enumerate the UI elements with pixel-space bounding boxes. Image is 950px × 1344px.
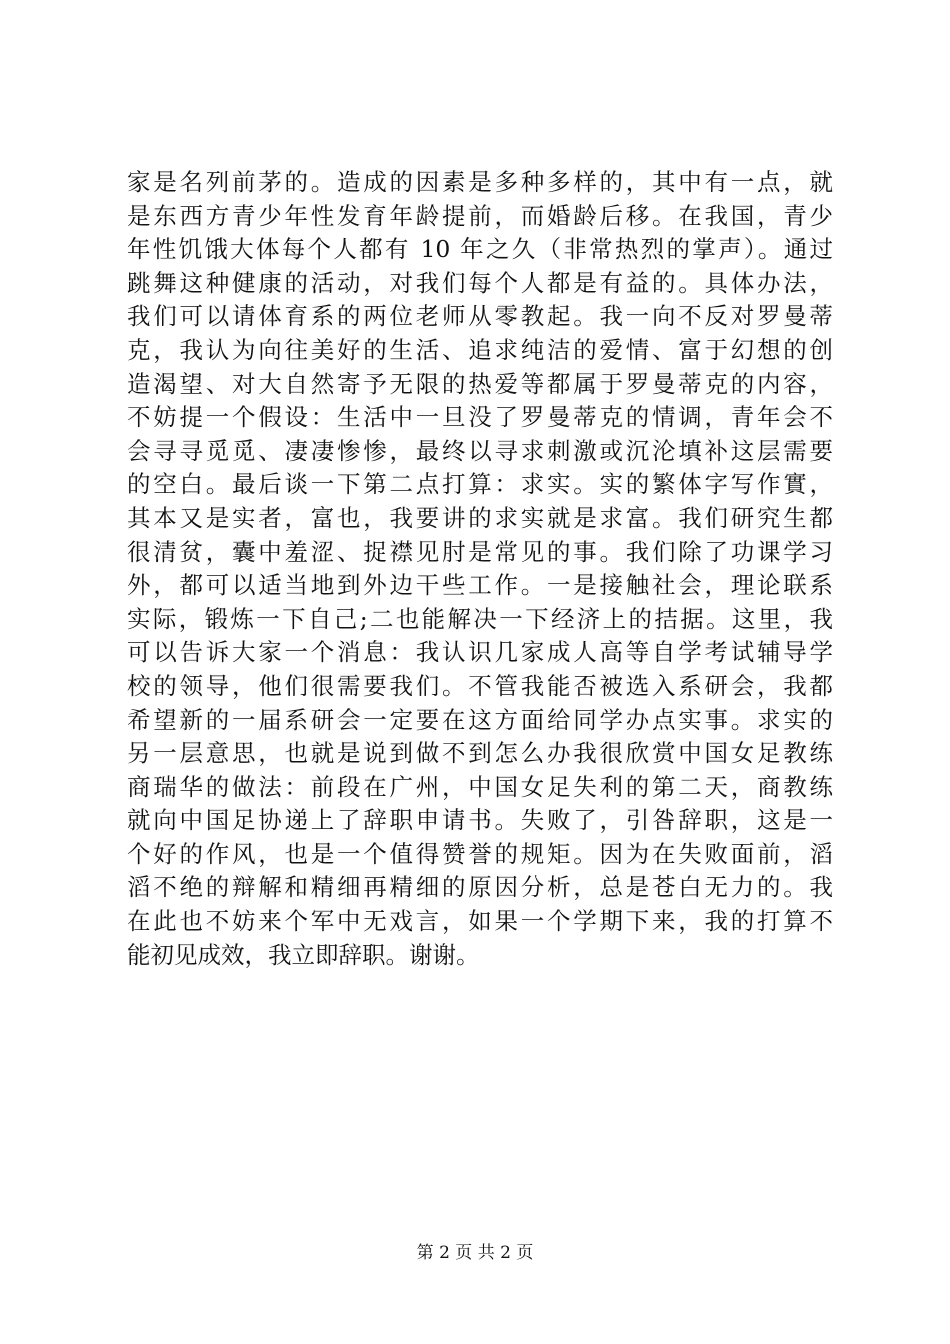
body-paragraph <box>127 166 833 972</box>
text-line: 不妨提一个假设：生活中一旦没了罗曼蒂克的情调，青年会不 <box>127 403 833 432</box>
text-line: 会寻寻觅觅、凄凄惨惨，最终以寻求刺激或沉沦填补这层需要 <box>127 436 833 465</box>
text-line: 校的领导，他们很需要我们。不管我能否被选入系研会，我都 <box>127 671 833 700</box>
text-line: 滔不绝的辩解和精细再精细的原因分析，总是苍白无力的。我 <box>127 873 833 902</box>
text-line: 商瑞华的做法：前段在广州，中国女足失利的第二天，商教练 <box>127 772 833 801</box>
text-line: 希望新的一届系研会一定要在这方面给同学办点实事。求实的 <box>127 705 833 734</box>
text-line: 家是名列前茅的。造成的因素是多种多样的，其中有一点，就 <box>127 168 833 196</box>
text-line: 另一层意思，也就是说到做不到怎么办我很欣赏中国女足教练 <box>127 739 833 768</box>
text-line: 外，都可以适当地到外边干些工作。一是接触社会，理论联系 <box>127 571 833 600</box>
text-line: 能初见成效，我立即辞职。谢谢。 <box>127 940 480 969</box>
text-line: 可以告诉大家一个消息：我认识几家成人高等自学考试辅导学 <box>127 638 833 667</box>
text-line: 个好的作风，也是一个值得赞誉的规矩。因为在失败面前，滔 <box>127 839 833 868</box>
text-line: 我们可以请体育系的两位老师从零教起。我一向不反对罗曼蒂 <box>127 302 833 331</box>
text-line: 造渴望、对大自然寄予无限的热爱等都属于罗曼蒂克的内容， <box>127 369 833 398</box>
text-line: 实际，锻炼一下自己;二也能解决一下经济上的拮据。这里，我 <box>127 604 833 633</box>
page-number-footer: 第 2 页 共 2 页 <box>416 1243 534 1263</box>
text-line: 在此也不妨来个军中无戏言，如果一个学期下来，我的打算不 <box>127 907 833 936</box>
text-line: 的空白。最后谈一下第二点打算：求实。实的繁体字写作實， <box>127 470 833 499</box>
text-line: 很清贫，囊中羞涩、捉襟见肘是常见的事。我们除了功课学习 <box>127 537 833 566</box>
text-line: 就向中国足协递上了辞职申请书。失败了，引咎辞职，这是一 <box>127 806 833 835</box>
text-line: 跳舞这种健康的活动，对我们每个人都是有益的。具体办法， <box>127 268 833 297</box>
text-line: 其本又是实者，富也，我要讲的求实就是求富。我们研究生都 <box>127 503 833 532</box>
text-line: 克，我认为向往美好的生活、追求纯洁的爱情、富于幻想的创 <box>127 335 833 364</box>
text-line: 是东西方青少年性发育年龄提前，而婚龄后移。在我国，青少 <box>127 201 833 230</box>
text-line: 年性饥饿大体每个人都有 10 年之久（非常热烈的掌声）。通过 <box>127 235 833 264</box>
